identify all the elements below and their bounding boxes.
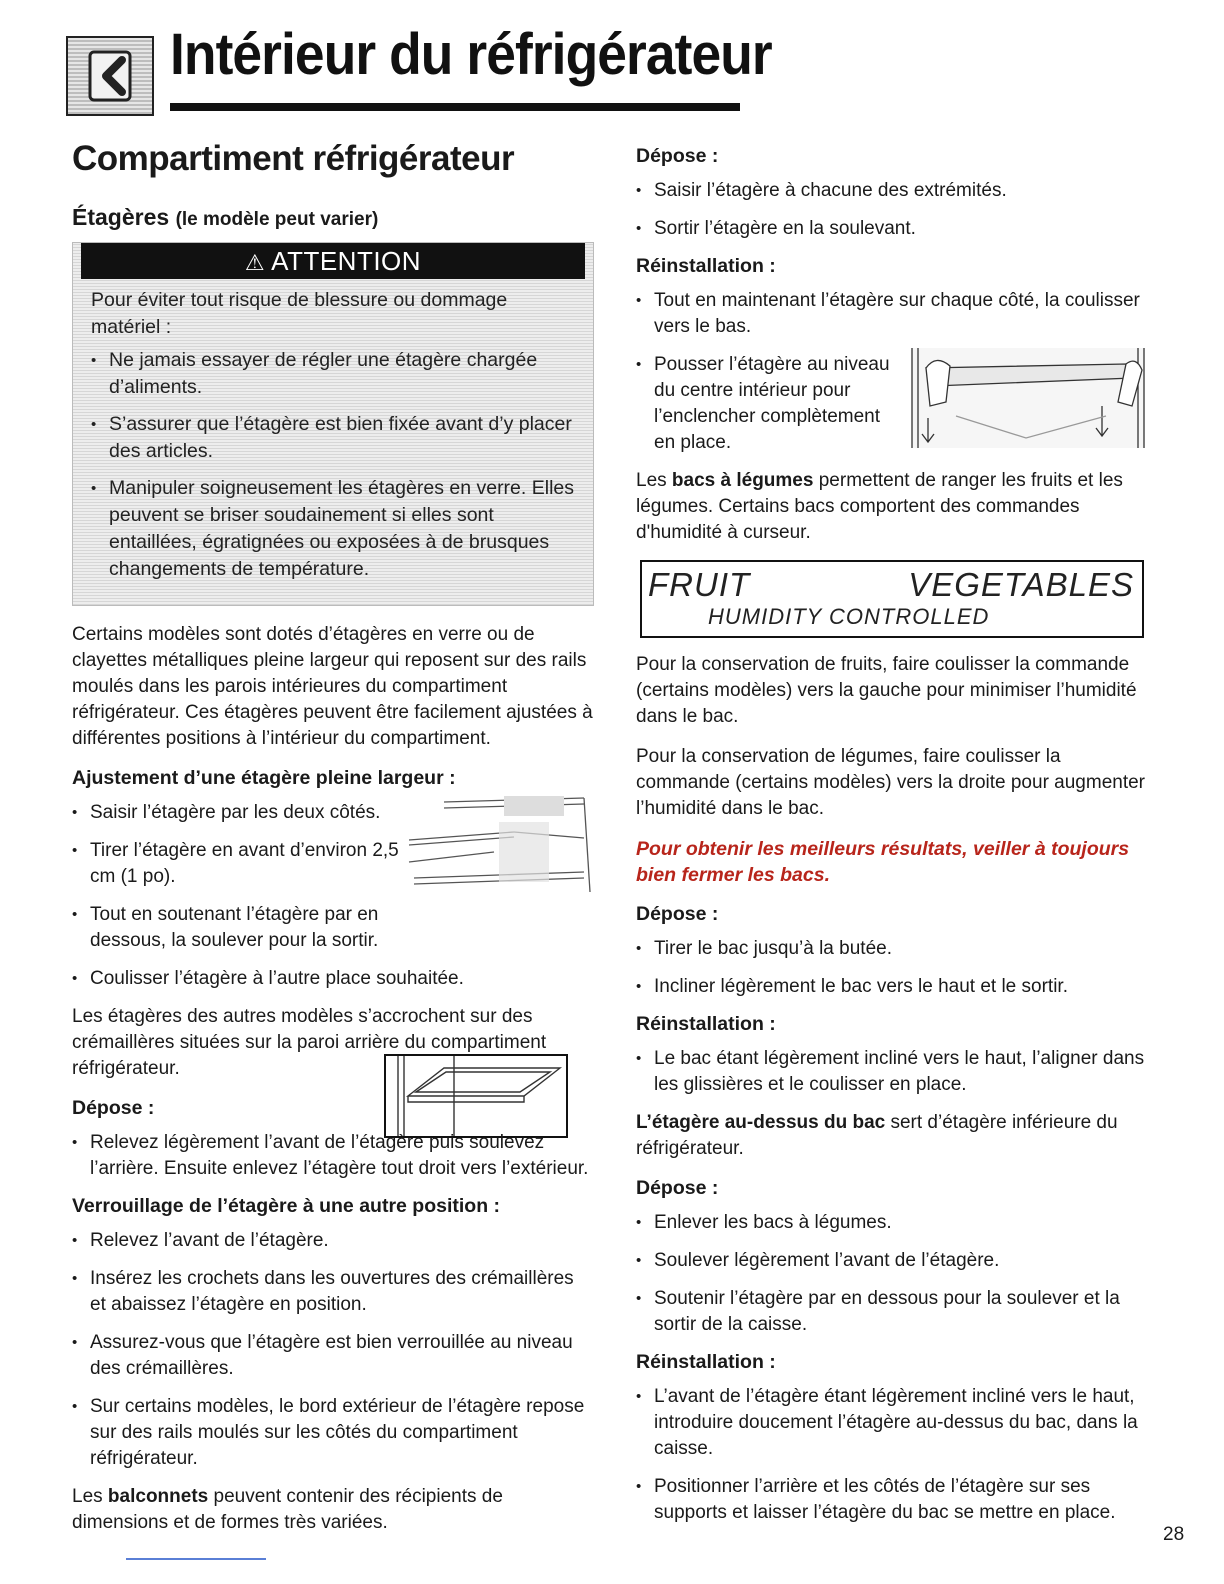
shelves-heading-text: Étagères: [72, 203, 170, 230]
reinst2-heading: Réinstallation :: [636, 1013, 776, 1035]
list-item: • Coulisser l’étagère à l’autre place souhaitée.: [72, 966, 594, 992]
attention-list: [91, 347, 575, 583]
depose1-list: [636, 178, 1152, 242]
shelf-install-illustration: [906, 346, 1150, 454]
balconnets-term: balconnets: [107, 1486, 209, 1508]
list-item: • Manipuler soigneusement les étagères en verre. Elles peuvent se briser soudainement si elles sont entaillées, égratignées ou exposées à de brusques changements de température.: [91, 475, 575, 583]
shelf-above-paragraph: [636, 1110, 1152, 1162]
depose1-heading: Dépose :: [636, 145, 719, 167]
list-item: • Assurez-vous que l’étagère est bien verrouillée au niveau des crémaillères.: [72, 1330, 594, 1382]
attention-heading: ATTENTION: [271, 246, 422, 277]
list-item: • L’avant de l’étagère étant légèrement incliné vers le haut, introduire doucement l’étagère au-dessus du bac, dans la caisse.: [636, 1384, 1152, 1462]
depose3-heading: Dépose :: [636, 1177, 719, 1199]
balconnets-post: peuvent contenir des récipients de dimensions et de formes très variées.: [72, 1486, 503, 1534]
list-item: • Tirer l’étagère en avant d’environ 2,5 cm (1 po).: [72, 838, 408, 890]
list-item: • Positionner l’arrière et les côtés de l’étagère sur ses supports et laisser l’étagère du bac se mettre en place.: [636, 1474, 1152, 1526]
shelf-above-term: L’étagère au-dessus du bac: [636, 1112, 886, 1133]
title-underline: [170, 103, 740, 111]
page-title: Intérieur du réfrigérateur: [170, 22, 772, 87]
vegetables-paragraph: Pour la conservation de légumes, faire coulisser la commande (certains modèles) vers la droite pour augmenter l’humidité dans le bac.: [636, 746, 1146, 819]
reinst1-heading: Réinstallation :: [636, 255, 776, 277]
reinst1-list: [636, 288, 1152, 340]
shelf-rail-illustration: [404, 792, 594, 902]
list-item: • Incliner légèrement le bac vers le haut et le sortir.: [636, 974, 1152, 1000]
list-item: • Tout en maintenant l’étagère sur chaque côté, la coulisser vers le bas.: [636, 288, 1152, 340]
section-title: Compartiment réfrigérateur: [72, 139, 515, 178]
lock-list: [72, 1228, 594, 1472]
page-number: 28: [1163, 1524, 1185, 1545]
adjust-heading: Ajustement d’une étagère pleine largeur :: [72, 767, 456, 790]
list-item: • S’assurer que l’étagère est bien fixée avant d’y placer des articles.: [91, 411, 575, 465]
bacs-term: bacs à légumes: [671, 470, 814, 491]
bacs-paragraph: [636, 468, 1152, 546]
depose3-list: [636, 1210, 1152, 1338]
reinst2-list: [636, 1046, 1152, 1098]
list-item: • Enlever les bacs à légumes.: [636, 1210, 1152, 1236]
list-item: • Saisir l’étagère par les deux côtés.: [72, 800, 408, 826]
reinst1-list-cont: [636, 352, 892, 456]
right-column: [636, 140, 1152, 1538]
reinst3-list: [636, 1384, 1152, 1526]
label-fruit: FRUIT: [648, 566, 751, 603]
balconnets-paragraph: [72, 1484, 594, 1536]
bacs-pre: Les: [636, 470, 672, 491]
list-item: • Pousser l’étagère au niveau du centre intérieur pour l’enclencher complètement en place.: [636, 352, 892, 456]
adjust-list: [72, 800, 408, 954]
list-item: • Sur certains modèles, le bord extérieur de l’étagère repose sur des rails moulés sur les côtés du compartiment réfrigérateur.: [72, 1394, 594, 1472]
list-item: • Relevez légèrement l’avant de l’étagère puis soulevez l’arrière. Ensuite enlevez l’étagère tout droit vers l’extérieur.: [72, 1130, 594, 1182]
list-item: • Sortir l’étagère en la soulevant.: [636, 216, 1152, 242]
depose-list: [72, 1130, 594, 1182]
attention-box: [72, 242, 594, 606]
balconnets-pre: Les: [72, 1486, 108, 1508]
intro-paragraph: Certains modèles sont dotés d’étagères en verre ou de clayettes métalliques pleine largeur qui reposent sur des rails moulés dans les parois intérieures du compartiment réfrigérateur. Ces étagères peuvent être facilement ajustées à différentes positions à l’intérieur du compartiment.: [72, 624, 593, 750]
list-item: • Soutenir l’étagère par en dessous pour la soulever et la sortir de la caisse.: [636, 1286, 1152, 1338]
fruits-paragraph: Pour la conservation de fruits, faire coulisser la commande (certains modèles) vers la gauche pour minimiser l’humidité dans le bac.: [636, 654, 1137, 727]
label-vegetables: VEGETABLES: [908, 566, 1134, 603]
list-item: • Tirer le bac jusqu’à la butée.: [636, 936, 1152, 962]
left-column: [72, 140, 594, 1550]
humidity-control-label: [640, 560, 1144, 638]
attention-header: [81, 243, 585, 279]
list-item: • Insérez les crochets dans les ouvertures des crémaillères et abaissez l’étagère en position.: [72, 1266, 594, 1318]
shelf-above-post: sert d’étagère inférieure du réfrigérateur.: [636, 1112, 1118, 1159]
other-models-paragraph: Les étagères des autres modèles s’accrochent sur des crémaillères situées sur la paroi arrière du compartiment réfrigérateur.: [72, 1006, 547, 1080]
shelf-bracket-illustration: [384, 1054, 568, 1138]
attention-intro: Pour éviter tout risque de blessure ou dommage matériel :: [91, 289, 508, 339]
shelves-heading-note: (le modèle peut varier): [175, 208, 379, 230]
refrigerator-interior-icon: [66, 36, 154, 116]
list-item: • Tout en soutenant l’étagère par en dessous, la soulever pour la sortir.: [72, 902, 408, 954]
depose-heading: Dépose :: [72, 1097, 155, 1120]
shelves-heading: [72, 205, 594, 231]
label-humidity-controlled: HUMIDITY CONTROLLED: [708, 604, 990, 629]
lock-heading: Verrouillage de l’étagère à une autre position :: [72, 1195, 501, 1218]
list-item: • Relevez l’avant de l’étagère.: [72, 1228, 594, 1254]
depose2-list: [636, 936, 1152, 1000]
footer-rule: [126, 1558, 266, 1560]
bacs-post: permettent de ranger les fruits et les légumes. Certains bacs comportent des commandes d'humidité à curseur.: [636, 470, 1123, 543]
best-results-note: Pour obtenir les meilleurs résultats, veiller à toujours bien fermer les bacs.: [636, 838, 1130, 886]
list-item: • Le bac étant légèrement incliné vers le haut, l’aligner dans les glissières et le coulisser en place.: [636, 1046, 1152, 1098]
list-item: • Soulever légèrement l’avant de l’étagère.: [636, 1248, 1152, 1274]
warning-triangle-icon: ⚠: [244, 250, 266, 276]
adjust-list-cont: [72, 966, 594, 992]
list-item: • Ne jamais essayer de régler une étagère chargée d’aliments.: [91, 347, 575, 401]
depose2-heading: Dépose :: [636, 903, 719, 925]
reinst3-heading: Réinstallation :: [636, 1351, 776, 1373]
list-item: • Saisir l’étagère à chacune des extrémités.: [636, 178, 1152, 204]
